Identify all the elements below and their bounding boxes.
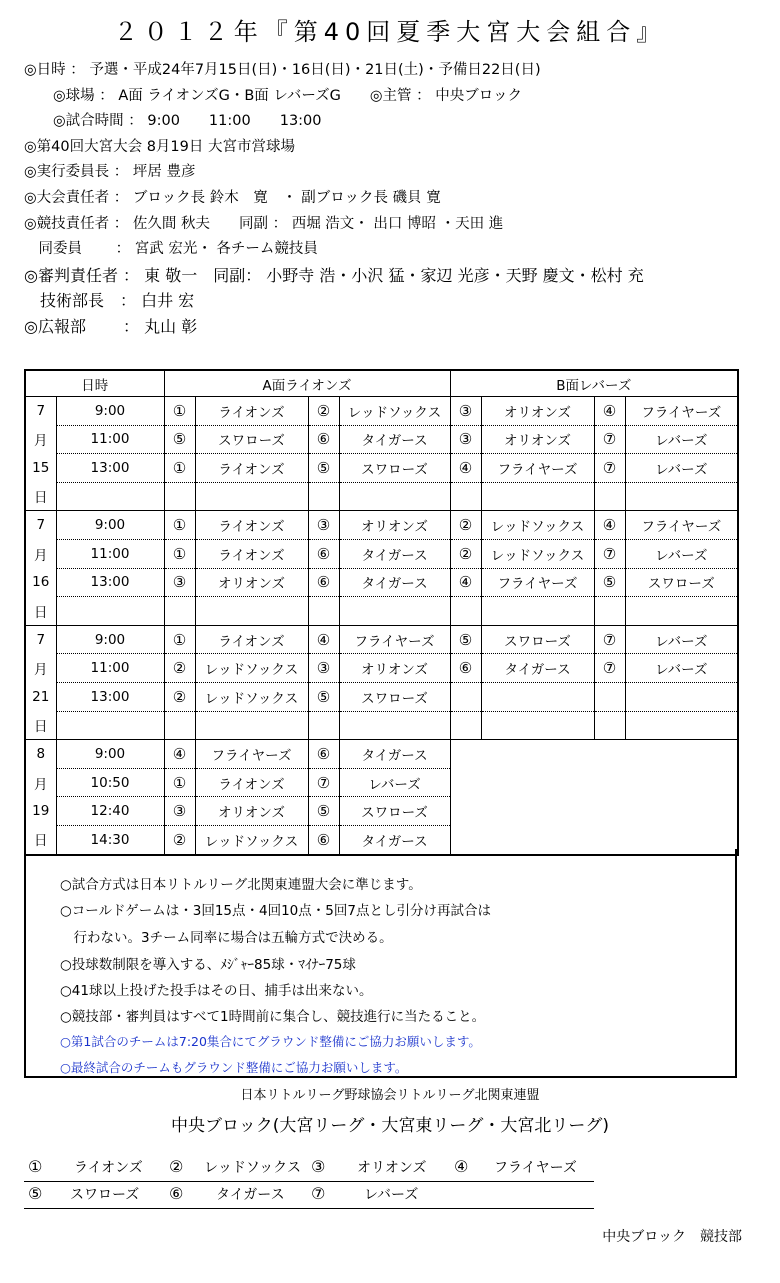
schedule-row xyxy=(25,625,738,654)
team-number xyxy=(450,597,481,626)
team-name xyxy=(625,597,738,626)
schedule-day-char: 日 xyxy=(25,825,56,854)
page-title: ２０１２年『第40回夏季大宮大会組合』 xyxy=(113,18,667,46)
team-name: レバーズ xyxy=(625,425,738,454)
event-info xyxy=(24,58,644,340)
schedule-day-char: 7 xyxy=(25,397,56,426)
legend-team: レッドソックス xyxy=(204,1160,302,1176)
schedule-row xyxy=(25,768,738,797)
match-time xyxy=(56,597,164,626)
team-number: ⑤ xyxy=(594,568,625,597)
team-name xyxy=(481,682,594,711)
team-name: スワローズ xyxy=(195,425,308,454)
schedule-day-char: 日 xyxy=(25,482,56,511)
team-number: ⑤ xyxy=(308,797,339,826)
team-name: レッドソックス xyxy=(481,539,594,568)
team-number: ② xyxy=(164,682,195,711)
team-name: スワローズ xyxy=(625,568,738,597)
team-number: ④ xyxy=(450,568,481,597)
team-name: タイガース xyxy=(339,425,450,454)
schedule-day-char: 8 xyxy=(25,740,56,769)
team-number: ① xyxy=(164,397,195,426)
team-name: フライヤーズ xyxy=(625,397,738,426)
team-number: ② xyxy=(164,654,195,683)
info-line-tournament-manager: ◎大会責任者 ： ブロック長 鈴木 寛 ・ 副ブロック長 磯貝 寛 xyxy=(24,189,441,206)
info-line-committee-members: 同委員 ： 宮武 宏光・ 各チーム競技員 xyxy=(24,241,318,258)
match-time: 13:00 xyxy=(56,454,164,483)
match-time: 14:30 xyxy=(56,825,164,854)
match-time: 11:00 xyxy=(56,654,164,683)
team-name: スワローズ xyxy=(339,454,450,483)
team-name: オリオンズ xyxy=(195,797,308,826)
info-line-committee-chair: ◎実行委員長 ： 坪居 豊彦 xyxy=(24,164,196,181)
team-number: ① xyxy=(164,511,195,540)
schedule-day-char: 月 xyxy=(25,539,56,568)
team-number: ② xyxy=(308,397,339,426)
legend-number: ⑤ xyxy=(28,1184,43,1203)
schedule-row xyxy=(25,511,738,540)
team-number: ④ xyxy=(594,397,625,426)
schedule-day-char: 月 xyxy=(25,654,56,683)
note-line-blue: ○第1試合のチームは7:20集合にてグラウンド整備にご協力お願いします。 xyxy=(60,1034,481,1049)
header-date: 日時 xyxy=(25,370,164,397)
legend-number: ① xyxy=(28,1157,43,1176)
schedule-day-char: 7 xyxy=(25,625,56,654)
schedule-row xyxy=(25,454,738,483)
schedule-day-char: 15 xyxy=(25,454,56,483)
team-name: レバーズ xyxy=(339,768,450,797)
team-name: レバーズ xyxy=(625,654,738,683)
match-time: 11:00 xyxy=(56,539,164,568)
schedule-day-char: 月 xyxy=(25,768,56,797)
team-number: ⑥ xyxy=(308,740,339,769)
team-name: オリオンズ xyxy=(339,654,450,683)
info-line-venue: ◎球場 ： A面 ライオンズG・B面 レバーズG ◎主管 ： 中央ブロック xyxy=(24,87,522,104)
team-name: レバーズ xyxy=(625,625,738,654)
schedule-day-char: 日 xyxy=(25,711,56,740)
empty-cell xyxy=(450,768,481,797)
empty-cell xyxy=(481,797,594,826)
team-name: タイガース xyxy=(339,825,450,854)
team-name xyxy=(625,682,738,711)
team-number: ⑦ xyxy=(594,625,625,654)
schedule-header-row xyxy=(25,370,738,397)
empty-cell xyxy=(594,797,625,826)
legend-team: スワローズ xyxy=(70,1187,140,1203)
team-number: ⑥ xyxy=(308,539,339,568)
team-number: ④ xyxy=(450,454,481,483)
team-number: ⑤ xyxy=(450,625,481,654)
team-name xyxy=(625,482,738,511)
note-line-blue: ○最終試合のチームもグラウンド整備にご協力お願いします。 xyxy=(60,1060,408,1075)
team-number: ⑦ xyxy=(594,539,625,568)
legend-team: オリオンズ xyxy=(357,1160,427,1176)
legend-team: タイガース xyxy=(216,1187,285,1203)
schedule-day-char: 月 xyxy=(25,425,56,454)
team-name: レバーズ xyxy=(625,454,738,483)
team-number: ① xyxy=(164,454,195,483)
team-name: ライオンズ xyxy=(195,625,308,654)
team-number: ① xyxy=(164,539,195,568)
schedule-day-char: 19 xyxy=(25,797,56,826)
legend-number: ③ xyxy=(311,1157,326,1176)
team-number xyxy=(308,711,339,740)
team-number: ⑤ xyxy=(308,682,339,711)
empty-cell xyxy=(625,768,738,797)
team-name xyxy=(339,482,450,511)
team-name xyxy=(481,711,594,740)
team-name: オリオンズ xyxy=(481,397,594,426)
schedule-row xyxy=(25,425,738,454)
team-name: フライヤーズ xyxy=(625,511,738,540)
team-name: スワローズ xyxy=(339,797,450,826)
schedule-row xyxy=(25,740,738,769)
team-name xyxy=(625,711,738,740)
legend-number: ④ xyxy=(454,1157,469,1176)
team-number: ③ xyxy=(450,397,481,426)
team-name: ライオンズ xyxy=(195,454,308,483)
team-name: フライヤーズ xyxy=(195,740,308,769)
team-name xyxy=(481,597,594,626)
team-number: ③ xyxy=(450,425,481,454)
team-number: ⑥ xyxy=(308,425,339,454)
team-name: レッドソックス xyxy=(195,682,308,711)
note-line: ○投球数制限を導入する、ﾒｼﾞｬｰ85球・ﾏｲﾅｰ75球 xyxy=(60,957,356,973)
legend-number: ② xyxy=(169,1157,184,1176)
empty-cell xyxy=(481,740,594,769)
team-name: スワローズ xyxy=(481,625,594,654)
info-line-schedule: ◎日時 ： 予選・平成24年7月15日(日)・16日(日)・21日(土)・予備日22日(日) xyxy=(24,62,541,78)
team-name: レッドソックス xyxy=(339,397,450,426)
team-number: ⑥ xyxy=(308,568,339,597)
note-line: ○試合方式は日本リトルリーグ北関東連盟大会に準じます。 xyxy=(60,877,422,893)
legend-number: ⑦ xyxy=(311,1184,326,1203)
team-number: ⑤ xyxy=(164,425,195,454)
schedule-row xyxy=(25,682,738,711)
match-time: 10:50 xyxy=(56,768,164,797)
schedule-row xyxy=(25,597,738,626)
team-name: ライオンズ xyxy=(195,539,308,568)
team-number: ③ xyxy=(308,654,339,683)
team-name xyxy=(339,597,450,626)
legend-team: ライオンズ xyxy=(74,1160,143,1176)
team-number xyxy=(594,711,625,740)
empty-cell xyxy=(481,768,594,797)
team-legend-row xyxy=(24,1184,594,1209)
match-time: 13:00 xyxy=(56,568,164,597)
team-name xyxy=(339,711,450,740)
team-number: ⑦ xyxy=(594,454,625,483)
match-time: 9:00 xyxy=(56,625,164,654)
team-number xyxy=(450,482,481,511)
team-number: ④ xyxy=(594,511,625,540)
rules-notes xyxy=(24,849,737,1078)
schedule-row xyxy=(25,711,738,740)
team-name: レバーズ xyxy=(625,539,738,568)
team-number: ⑦ xyxy=(594,654,625,683)
team-name xyxy=(481,482,594,511)
team-name: フライヤーズ xyxy=(339,625,450,654)
empty-cell xyxy=(625,797,738,826)
empty-cell xyxy=(450,797,481,826)
schedule-row xyxy=(25,797,738,826)
organization-name: 日本リトルリーグ野球協会リトルリーグ北関東連盟 xyxy=(240,1088,540,1103)
empty-cell xyxy=(450,740,481,769)
team-number xyxy=(594,682,625,711)
team-name: ライオンズ xyxy=(195,768,308,797)
legend-team: フライヤーズ xyxy=(494,1160,577,1176)
team-number: ① xyxy=(164,768,195,797)
legend-number: ⑥ xyxy=(169,1184,184,1203)
team-name: オリオンズ xyxy=(481,425,594,454)
header-field-a: A面ライオンズ xyxy=(164,370,450,397)
team-name: ライオンズ xyxy=(195,397,308,426)
schedule-row xyxy=(25,482,738,511)
team-legend-row xyxy=(24,1157,594,1182)
legend-team: レバーズ xyxy=(364,1187,419,1203)
match-time: 9:00 xyxy=(56,397,164,426)
schedule-row xyxy=(25,654,738,683)
empty-cell xyxy=(594,740,625,769)
team-number: ③ xyxy=(164,797,195,826)
team-number: ② xyxy=(450,539,481,568)
block-name: 中央ブロック(大宮リーグ・大宮東リーグ・大宮北リーグ) xyxy=(171,1116,609,1136)
schedule-day-char: 日 xyxy=(25,597,56,626)
schedule-row xyxy=(25,539,738,568)
team-name: レッドソックス xyxy=(195,825,308,854)
team-number xyxy=(164,482,195,511)
team-name xyxy=(195,482,308,511)
info-line-final: ◎第40回大宮大会 8月19日 大宮市営球場 xyxy=(24,138,295,155)
schedule-day-char: 21 xyxy=(25,682,56,711)
team-number xyxy=(594,482,625,511)
team-name: レッドソックス xyxy=(195,654,308,683)
team-name: オリオンズ xyxy=(339,511,450,540)
footer-credit: 中央ブロック 競技部 xyxy=(602,1229,742,1245)
team-number: ② xyxy=(164,825,195,854)
team-name: ライオンズ xyxy=(195,511,308,540)
schedule-day-char: 7 xyxy=(25,511,56,540)
match-time: 12:40 xyxy=(56,797,164,826)
header-field-b: B面レバーズ xyxy=(450,370,738,397)
team-name: フライヤーズ xyxy=(481,454,594,483)
team-number: ④ xyxy=(308,625,339,654)
match-time: 9:00 xyxy=(56,511,164,540)
empty-cell xyxy=(594,768,625,797)
team-number: ③ xyxy=(164,568,195,597)
info-line-umpire-chief: ◎審判責任者 ： 東 敬一 同副： 小野寺 浩・小沢 猛・家辺 光彦・天野 慶文・松村 充 xyxy=(24,265,644,285)
team-name: スワローズ xyxy=(339,682,450,711)
team-number: ① xyxy=(164,625,195,654)
info-line-technical-chief: 技術部長 ： 白井 宏 xyxy=(24,291,195,311)
match-time: 13:00 xyxy=(56,682,164,711)
schedule-day-char: 16 xyxy=(25,568,56,597)
team-number xyxy=(450,711,481,740)
team-number xyxy=(308,482,339,511)
team-name: タイガース xyxy=(339,568,450,597)
team-number xyxy=(450,682,481,711)
team-number xyxy=(594,597,625,626)
team-name: オリオンズ xyxy=(195,568,308,597)
match-time xyxy=(56,482,164,511)
info-line-competition-manager: ◎競技責任者 ： 佐久間 秋夫 同副 ： 西堀 浩文・ 出口 博昭 ・天田 進 xyxy=(24,215,504,232)
match-time: 11:00 xyxy=(56,425,164,454)
note-line: ○コールドゲームは・3回15点・4回10点・5回7点とし引分け再試合は xyxy=(60,903,491,919)
team-number xyxy=(164,597,195,626)
team-name: タイガース xyxy=(339,539,450,568)
info-line-times: ◎試合時間 ： 9:00 11:00 13:00 xyxy=(24,113,322,130)
schedule-row xyxy=(25,397,738,426)
team-name: タイガース xyxy=(481,654,594,683)
team-number: ⑥ xyxy=(450,654,481,683)
schedule-table xyxy=(24,369,739,856)
team-number xyxy=(308,597,339,626)
note-line: ○41球以上投げた投手はその日、捕手は出来ない。 xyxy=(60,983,373,999)
info-line-pr: ◎広報部 ： 丸山 彰 xyxy=(24,316,198,336)
note-line: ○競技部・審判員はすべて1時間前に集合し、競技進行に当たること。 xyxy=(60,1009,486,1025)
team-number: ⑥ xyxy=(308,825,339,854)
match-time xyxy=(56,711,164,740)
team-number: ⑦ xyxy=(308,768,339,797)
empty-cell xyxy=(625,740,738,769)
team-number xyxy=(164,711,195,740)
team-name: レッドソックス xyxy=(481,511,594,540)
team-number: ④ xyxy=(164,740,195,769)
team-name xyxy=(195,711,308,740)
team-number: ⑦ xyxy=(594,425,625,454)
note-line: 行わない。3チーム同率に場合は五輪方式で決める。 xyxy=(60,930,393,946)
match-time: 9:00 xyxy=(56,740,164,769)
schedule-row xyxy=(25,568,738,597)
team-number: ⑤ xyxy=(308,454,339,483)
team-number: ③ xyxy=(308,511,339,540)
team-name xyxy=(195,597,308,626)
team-name: フライヤーズ xyxy=(481,568,594,597)
team-name: タイガース xyxy=(339,740,450,769)
team-number: ② xyxy=(450,511,481,540)
